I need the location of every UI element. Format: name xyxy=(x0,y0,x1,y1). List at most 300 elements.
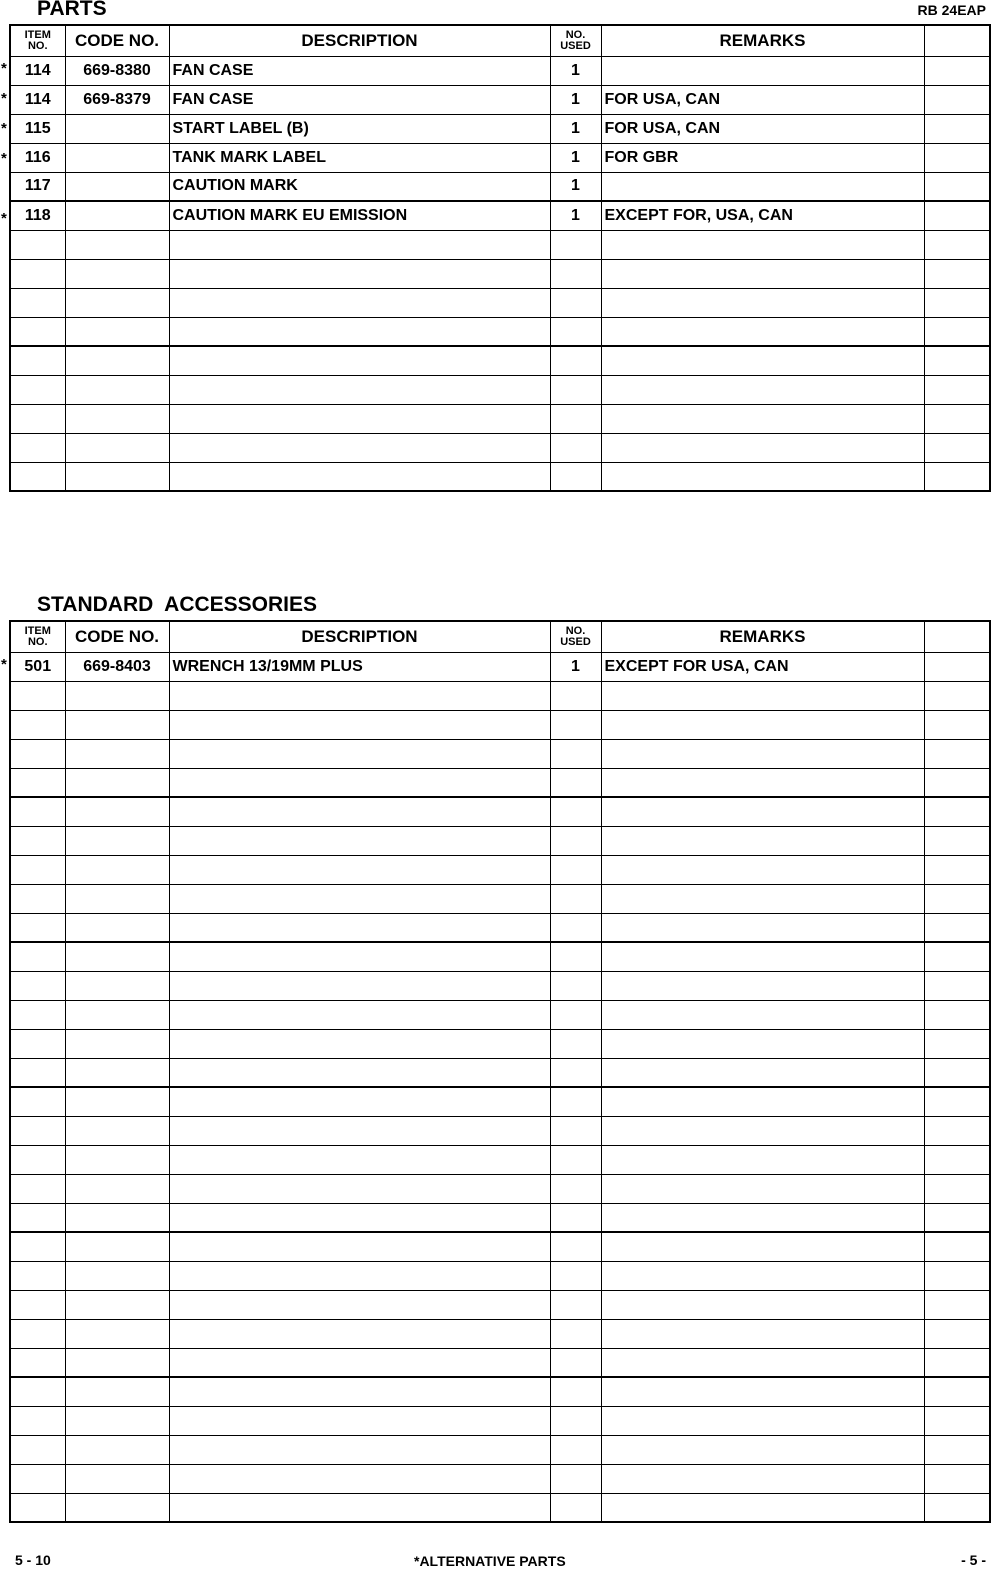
cell-used xyxy=(550,259,601,288)
cell-item: 115 xyxy=(10,114,65,143)
cell-description xyxy=(169,913,550,942)
table-row xyxy=(10,433,990,462)
cell-blank xyxy=(924,1348,990,1377)
table-row xyxy=(10,1319,990,1348)
cell-description xyxy=(169,855,550,884)
header-blank xyxy=(924,25,990,56)
cell-description xyxy=(169,317,550,346)
cell-code xyxy=(65,404,169,433)
cell-remarks xyxy=(601,884,924,913)
cell-description xyxy=(169,404,550,433)
table-row xyxy=(10,1203,990,1232)
cell-remarks xyxy=(601,1290,924,1319)
cell-blank xyxy=(924,1058,990,1087)
cell-used: 1 xyxy=(550,201,601,230)
cell-item xyxy=(10,1493,65,1522)
cell-item xyxy=(10,768,65,797)
table-row xyxy=(10,826,990,855)
cell-code xyxy=(65,462,169,491)
cell-used xyxy=(550,710,601,739)
cell-item xyxy=(10,1464,65,1493)
header-no-used-line: USED xyxy=(560,635,591,648)
cell-description: FAN CASE xyxy=(169,85,550,114)
cell-blank xyxy=(924,942,990,971)
cell-description xyxy=(169,1203,550,1232)
cell-used xyxy=(550,1435,601,1464)
cell-item xyxy=(10,1435,65,1464)
cell-description xyxy=(169,1261,550,1290)
cell-code xyxy=(65,1000,169,1029)
header-item-no xyxy=(10,621,65,652)
cell-item xyxy=(10,971,65,1000)
cell-description: CAUTION MARK xyxy=(169,172,550,201)
table-row xyxy=(10,375,990,404)
table-row xyxy=(10,1058,990,1087)
cell-used xyxy=(550,1058,601,1087)
cell-blank xyxy=(924,971,990,1000)
cell-description xyxy=(169,288,550,317)
cell-used xyxy=(550,826,601,855)
cell-remarks xyxy=(601,1232,924,1261)
cell-code xyxy=(65,230,169,259)
cell-blank xyxy=(924,1319,990,1348)
footer-page-right: - 5 - xyxy=(961,1552,986,1568)
table-row xyxy=(10,1377,990,1406)
cell-item xyxy=(10,1145,65,1174)
cell-description xyxy=(169,1377,550,1406)
cell-remarks xyxy=(601,56,924,85)
alternative-part-marker: * xyxy=(1,60,7,77)
cell-used xyxy=(550,942,601,971)
cell-used xyxy=(550,913,601,942)
cell-blank xyxy=(924,288,990,317)
cell-remarks xyxy=(601,1261,924,1290)
cell-code xyxy=(65,1493,169,1522)
cell-code xyxy=(65,797,169,826)
cell-remarks: EXCEPT FOR USA, CAN xyxy=(601,652,924,681)
cell-blank xyxy=(924,1261,990,1290)
table-header-row xyxy=(10,621,990,652)
cell-description xyxy=(169,230,550,259)
cell-code xyxy=(65,375,169,404)
cell-description xyxy=(169,1000,550,1029)
cell-used xyxy=(550,1319,601,1348)
cell-code xyxy=(65,884,169,913)
cell-used xyxy=(550,375,601,404)
cell-blank xyxy=(924,768,990,797)
cell-used: 1 xyxy=(550,85,601,114)
table-row xyxy=(10,710,990,739)
header-item-no-line: NO. xyxy=(27,39,48,52)
cell-blank xyxy=(924,462,990,491)
cell-remarks xyxy=(601,375,924,404)
cell-remarks xyxy=(601,1058,924,1087)
cell-remarks: EXCEPT FOR, USA, CAN xyxy=(601,201,924,230)
table-row xyxy=(10,346,990,375)
table-row xyxy=(10,404,990,433)
cell-description xyxy=(169,826,550,855)
cell-description xyxy=(169,710,550,739)
cell-blank xyxy=(924,710,990,739)
cell-code xyxy=(65,1087,169,1116)
cell-blank xyxy=(924,913,990,942)
cell-remarks xyxy=(601,1174,924,1203)
table-row xyxy=(10,1464,990,1493)
cell-item xyxy=(10,1377,65,1406)
alternative-part-marker: * xyxy=(1,119,7,137)
cell-code xyxy=(65,710,169,739)
cell-blank xyxy=(924,433,990,462)
header-no-used-line: NO. xyxy=(565,624,586,637)
cell-remarks xyxy=(601,259,924,288)
table-row xyxy=(10,143,990,172)
cell-description xyxy=(169,1406,550,1435)
cell-code xyxy=(65,1290,169,1319)
cell-blank xyxy=(924,346,990,375)
cell-description xyxy=(169,797,550,826)
header-no-used-line: USED xyxy=(560,39,591,52)
cell-blank xyxy=(924,1116,990,1145)
cell-used: 1 xyxy=(550,114,601,143)
cell-item xyxy=(10,288,65,317)
cell-description xyxy=(169,942,550,971)
cell-used xyxy=(550,317,601,346)
cell-blank xyxy=(924,201,990,230)
table-row xyxy=(10,1174,990,1203)
cell-blank xyxy=(924,317,990,346)
cell-code xyxy=(65,1319,169,1348)
table-row xyxy=(10,942,990,971)
table-header-row xyxy=(10,25,990,56)
cell-remarks xyxy=(601,1493,924,1522)
cell-description xyxy=(169,739,550,768)
cell-code xyxy=(65,681,169,710)
cell-used xyxy=(550,739,601,768)
header-item-no-line: NO. xyxy=(27,635,48,648)
cell-description xyxy=(169,346,550,375)
cell-blank xyxy=(924,1029,990,1058)
cell-code xyxy=(65,172,169,201)
cell-used xyxy=(550,1116,601,1145)
header-item-no-line: ITEM xyxy=(24,28,51,41)
cell-item: 114 xyxy=(10,85,65,114)
cell-item xyxy=(10,739,65,768)
cell-description xyxy=(169,1493,550,1522)
cell-code xyxy=(65,1435,169,1464)
cell-used xyxy=(550,971,601,1000)
cell-description xyxy=(169,1116,550,1145)
cell-blank xyxy=(924,884,990,913)
cell-item xyxy=(10,913,65,942)
cell-used: 1 xyxy=(550,56,601,85)
table-row xyxy=(10,172,990,201)
cell-remarks xyxy=(601,710,924,739)
cell-description xyxy=(169,884,550,913)
cell-used: 1 xyxy=(550,143,601,172)
table-row xyxy=(10,797,990,826)
cell-description xyxy=(169,259,550,288)
cell-used xyxy=(550,1145,601,1174)
cell-item xyxy=(10,346,65,375)
accessories-title: STANDARD ACCESSORIES xyxy=(37,593,318,616)
cell-description xyxy=(169,1290,550,1319)
cell-blank xyxy=(924,1464,990,1493)
cell-blank xyxy=(924,797,990,826)
cell-blank xyxy=(924,1290,990,1319)
cell-description xyxy=(169,1435,550,1464)
cell-remarks xyxy=(601,404,924,433)
cell-remarks: FOR USA, CAN xyxy=(601,114,924,143)
cell-item xyxy=(10,710,65,739)
cell-code xyxy=(65,259,169,288)
cell-code xyxy=(65,346,169,375)
cell-item xyxy=(10,1000,65,1029)
cell-blank xyxy=(924,143,990,172)
header-blank xyxy=(924,621,990,652)
cell-used xyxy=(550,462,601,491)
cell-item: 118 xyxy=(10,201,65,230)
cell-description xyxy=(169,1348,550,1377)
cell-used xyxy=(550,288,601,317)
cell-code xyxy=(65,201,169,230)
alternative-part-marker: * xyxy=(1,656,7,673)
cell-item xyxy=(10,797,65,826)
cell-remarks xyxy=(601,1000,924,1029)
cell-used xyxy=(550,1000,601,1029)
header-description: DESCRIPTION xyxy=(169,25,550,56)
table-row xyxy=(10,1435,990,1464)
cell-blank xyxy=(924,1406,990,1435)
cell-item xyxy=(10,259,65,288)
cell-code xyxy=(65,855,169,884)
cell-code xyxy=(65,1203,169,1232)
cell-description: TANK MARK LABEL xyxy=(169,143,550,172)
cell-item: 114 xyxy=(10,56,65,85)
cell-remarks xyxy=(601,855,924,884)
table-row xyxy=(10,462,990,491)
cell-description xyxy=(169,1464,550,1493)
table-row xyxy=(10,114,990,143)
cell-remarks xyxy=(601,462,924,491)
cell-remarks xyxy=(601,681,924,710)
cell-item xyxy=(10,855,65,884)
table-row xyxy=(10,1145,990,1174)
cell-used: 1 xyxy=(550,652,601,681)
cell-used xyxy=(550,1290,601,1319)
cell-remarks: FOR USA, CAN xyxy=(601,85,924,114)
table-row xyxy=(10,56,990,85)
cell-description xyxy=(169,462,550,491)
cell-description xyxy=(169,1029,550,1058)
cell-remarks xyxy=(601,913,924,942)
table-row xyxy=(10,288,990,317)
cell-used xyxy=(550,681,601,710)
header-remarks: REMARKS xyxy=(601,25,924,56)
cell-blank xyxy=(924,1174,990,1203)
cell-blank xyxy=(924,652,990,681)
table-row xyxy=(10,1290,990,1319)
cell-description: FAN CASE xyxy=(169,56,550,85)
cell-code xyxy=(65,1406,169,1435)
cell-description xyxy=(169,971,550,1000)
cell-used xyxy=(550,1261,601,1290)
table-row xyxy=(10,855,990,884)
cell-blank xyxy=(924,855,990,884)
cell-remarks xyxy=(601,1464,924,1493)
cell-remarks xyxy=(601,1435,924,1464)
cell-description xyxy=(169,1319,550,1348)
cell-code xyxy=(65,1464,169,1493)
cell-description xyxy=(169,681,550,710)
cell-remarks xyxy=(601,1145,924,1174)
cell-blank xyxy=(924,259,990,288)
model-label: RB 24EAP xyxy=(917,2,986,18)
cell-description xyxy=(169,1087,550,1116)
table-row xyxy=(10,739,990,768)
table-row xyxy=(10,1029,990,1058)
cell-used xyxy=(550,797,601,826)
cell-remarks xyxy=(601,346,924,375)
cell-used xyxy=(550,230,601,259)
cell-item xyxy=(10,1087,65,1116)
cell-item xyxy=(10,1319,65,1348)
cell-blank xyxy=(924,681,990,710)
cell-remarks xyxy=(601,971,924,1000)
cell-item xyxy=(10,230,65,259)
table-row xyxy=(10,681,990,710)
header-no-used xyxy=(550,621,601,652)
table-row xyxy=(10,1000,990,1029)
cell-item xyxy=(10,1261,65,1290)
table-row xyxy=(10,971,990,1000)
header-no-used xyxy=(550,25,601,56)
cell-item xyxy=(10,884,65,913)
cell-blank xyxy=(924,1232,990,1261)
cell-item xyxy=(10,1348,65,1377)
cell-blank xyxy=(924,1145,990,1174)
cell-item: 501 xyxy=(10,652,65,681)
cell-used xyxy=(550,1348,601,1377)
cell-description xyxy=(169,768,550,797)
cell-blank xyxy=(924,1435,990,1464)
cell-remarks xyxy=(601,1348,924,1377)
footer-page-left: 5 - 10 xyxy=(15,1552,51,1568)
table-row xyxy=(10,1406,990,1435)
cell-description xyxy=(169,1174,550,1203)
cell-used xyxy=(550,1174,601,1203)
table-row xyxy=(10,652,990,681)
cell-blank xyxy=(924,85,990,114)
cell-used xyxy=(550,1232,601,1261)
cell-code xyxy=(65,1348,169,1377)
cell-item: 116 xyxy=(10,143,65,172)
cell-code xyxy=(65,288,169,317)
cell-blank xyxy=(924,1087,990,1116)
table-row xyxy=(10,913,990,942)
table-row xyxy=(10,317,990,346)
cell-blank xyxy=(924,114,990,143)
alternative-part-marker: * xyxy=(1,209,7,227)
cell-remarks xyxy=(601,826,924,855)
table-row xyxy=(10,259,990,288)
cell-remarks xyxy=(601,797,924,826)
cell-item xyxy=(10,433,65,462)
cell-code xyxy=(65,143,169,172)
cell-remarks xyxy=(601,768,924,797)
footer-alternative-parts-note: *ALTERNATIVE PARTS xyxy=(414,1553,566,1569)
cell-description: WRENCH 13/19MM PLUS xyxy=(169,652,550,681)
cell-description: START LABEL (B) xyxy=(169,114,550,143)
table-row xyxy=(10,1348,990,1377)
cell-description xyxy=(169,433,550,462)
cell-item xyxy=(10,1232,65,1261)
header-item-no xyxy=(10,25,65,56)
cell-remarks xyxy=(601,1029,924,1058)
cell-blank xyxy=(924,1000,990,1029)
cell-code: 669-8403 xyxy=(65,652,169,681)
table-row xyxy=(10,884,990,913)
cell-code xyxy=(65,1261,169,1290)
cell-remarks xyxy=(601,942,924,971)
cell-used xyxy=(550,1203,601,1232)
table-row xyxy=(10,1493,990,1522)
cell-description xyxy=(169,1145,550,1174)
cell-item: 117 xyxy=(10,172,65,201)
cell-blank xyxy=(924,375,990,404)
cell-remarks xyxy=(601,1203,924,1232)
cell-code xyxy=(65,114,169,143)
cell-blank xyxy=(924,826,990,855)
cell-code xyxy=(65,739,169,768)
cell-used xyxy=(550,1377,601,1406)
header-remarks: REMARKS xyxy=(601,621,924,652)
cell-item xyxy=(10,317,65,346)
cell-used xyxy=(550,1406,601,1435)
cell-code xyxy=(65,433,169,462)
cell-blank xyxy=(924,404,990,433)
cell-code xyxy=(65,1232,169,1261)
table-row xyxy=(10,201,990,230)
cell-remarks xyxy=(601,433,924,462)
cell-remarks xyxy=(601,1377,924,1406)
cell-code xyxy=(65,1145,169,1174)
table-row xyxy=(10,1232,990,1261)
cell-description xyxy=(169,1058,550,1087)
header-code-no: CODE NO. xyxy=(65,25,169,56)
cell-used xyxy=(550,404,601,433)
parts-title: PARTS xyxy=(37,0,107,20)
cell-remarks xyxy=(601,230,924,259)
cell-remarks xyxy=(601,1087,924,1116)
cell-code xyxy=(65,1029,169,1058)
cell-code xyxy=(65,768,169,797)
table-row xyxy=(10,1261,990,1290)
cell-code xyxy=(65,913,169,942)
parts-table xyxy=(9,24,991,492)
cell-item xyxy=(10,1174,65,1203)
cell-item xyxy=(10,462,65,491)
cell-used xyxy=(550,346,601,375)
cell-item xyxy=(10,404,65,433)
cell-used xyxy=(550,1464,601,1493)
cell-blank xyxy=(924,172,990,201)
cell-blank xyxy=(924,739,990,768)
cell-blank xyxy=(924,56,990,85)
cell-code xyxy=(65,317,169,346)
cell-remarks xyxy=(601,1319,924,1348)
cell-used xyxy=(550,1087,601,1116)
cell-description xyxy=(169,1232,550,1261)
